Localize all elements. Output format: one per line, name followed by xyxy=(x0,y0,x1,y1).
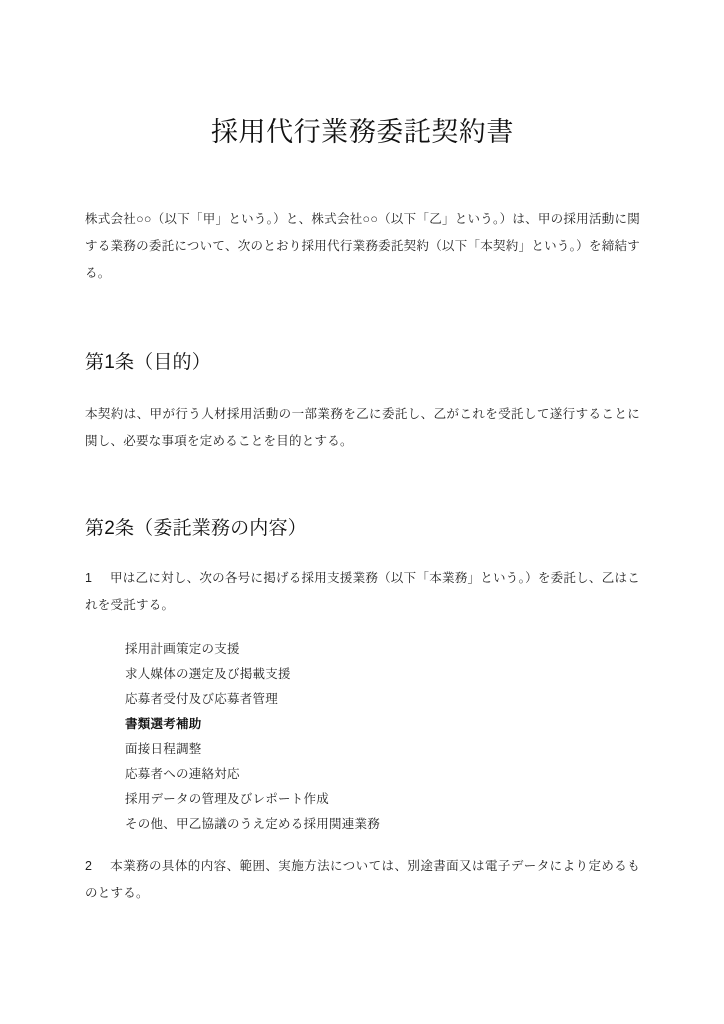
article-2-heading: 第2条（委託業務の内容） xyxy=(85,517,307,539)
clause-text: 本業務の具体的内容、範囲、実施方法については、別途書面又は電子データにより定めるものとする。 xyxy=(85,859,640,901)
article-2-clause-1 xyxy=(85,542,640,619)
service-list-item: その他、甲乙協議のうえ定める採用関連業務 xyxy=(125,817,381,832)
document-content xyxy=(85,0,640,907)
clause-number: 1 xyxy=(85,571,93,586)
service-list-item: 求人媒体の選定及び掲載支援 xyxy=(125,667,291,682)
page-title: 採用代行業務委託契約書 xyxy=(211,117,514,147)
service-item-list xyxy=(85,619,640,837)
article-1-heading: 第1条（目的） xyxy=(85,352,211,374)
article-2-clause-2 xyxy=(85,837,640,907)
service-list-item: 採用計画策定の支援 xyxy=(125,642,240,657)
service-list-item: 応募者への連絡対応 xyxy=(125,767,240,782)
clause-text: 甲は乙に対し、次の各号に掲げる採用支援業務（以下「本業務」という。）を委託し、乙はこれを受託する。 xyxy=(85,571,640,613)
service-list-item: 応募者受付及び応募者管理 xyxy=(125,692,279,707)
service-list-item: 採用データの管理及びレポート作成 xyxy=(125,792,330,807)
service-list-item: 書類選考補助 xyxy=(125,717,202,732)
preamble-paragraph: 株式会社○○（以下「甲」という。）と、株式会社○○（以下「乙」という。）は、甲の採用活動に関する業務の委託について、次のとおり採用代行業務委託契約（以下「本契約」という。）を締結する。 xyxy=(85,212,640,281)
clause-number: 2 xyxy=(85,859,93,874)
service-list-item: 面接日程調整 xyxy=(125,742,202,757)
article-1-body: 本契約は、甲が行う人材採用活動の一部業務を乙に委託し、乙がこれを受託して遂行することに関し、必要な事項を定めることを目的とする。 xyxy=(85,406,640,448)
